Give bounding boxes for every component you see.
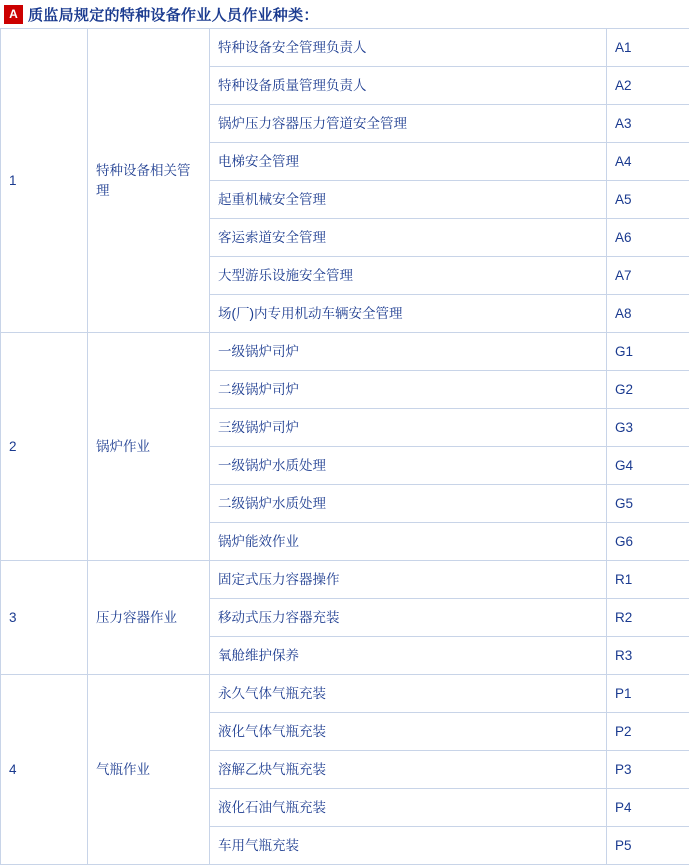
occupation-name-cell: 二级锅炉司炉 <box>210 371 607 409</box>
occupation-code-cell: A5 <box>607 181 689 219</box>
occupation-categories-table <box>0 28 689 865</box>
row-number-cell: 4 <box>1 675 88 865</box>
occupation-code-cell: A6 <box>607 219 689 257</box>
occupation-name-cell: 固定式压力容器操作 <box>210 561 607 599</box>
occupation-code-cell: G2 <box>607 371 689 409</box>
occupation-code-cell: A2 <box>607 67 689 105</box>
occupation-code-cell: G3 <box>607 409 689 447</box>
occupation-code-cell: A1 <box>607 29 689 67</box>
occupation-name-cell: 二级锅炉水质处理 <box>210 485 607 523</box>
category-cell: 锅炉作业 <box>88 333 210 561</box>
occupation-code-cell: P5 <box>607 827 689 865</box>
occupation-code-cell: P2 <box>607 713 689 751</box>
occupation-name-cell: 永久气体气瓶充装 <box>210 675 607 713</box>
section-badge-icon: A <box>4 5 23 24</box>
occupation-name-cell: 客运索道安全管理 <box>210 219 607 257</box>
page-header <box>0 0 689 28</box>
occupation-code-cell: G5 <box>607 485 689 523</box>
occupation-name-cell: 车用气瓶充装 <box>210 827 607 865</box>
category-cell: 特种设备相关管理 <box>88 29 210 333</box>
table-row <box>1 29 689 67</box>
category-cell: 压力容器作业 <box>88 561 210 675</box>
occupation-name-cell: 移动式压力容器充装 <box>210 599 607 637</box>
occupation-code-cell: A4 <box>607 143 689 181</box>
occupation-name-cell: 场(厂)内专用机动车辆安全管理 <box>210 295 607 333</box>
occupation-code-cell: P4 <box>607 789 689 827</box>
occupation-code-cell: A3 <box>607 105 689 143</box>
occupation-name-cell: 大型游乐设施安全管理 <box>210 257 607 295</box>
occupation-code-cell: A7 <box>607 257 689 295</box>
occupation-name-cell: 三级锅炉司炉 <box>210 409 607 447</box>
occupation-code-cell: G6 <box>607 523 689 561</box>
occupation-code-cell: P3 <box>607 751 689 789</box>
page-title: 质监局规定的特种设备作业人员作业种类： <box>28 4 319 25</box>
occupation-code-cell: R2 <box>607 599 689 637</box>
occupation-name-cell: 溶解乙炔气瓶充装 <box>210 751 607 789</box>
table-row <box>1 333 689 371</box>
occupation-name-cell: 液化气体气瓶充装 <box>210 713 607 751</box>
occupation-name-cell: 一级锅炉司炉 <box>210 333 607 371</box>
table-row <box>1 561 689 599</box>
row-number-cell: 2 <box>1 333 88 561</box>
occupation-code-cell: R3 <box>607 637 689 675</box>
occupation-name-cell: 特种设备质量管理负责人 <box>210 67 607 105</box>
occupation-code-cell: R1 <box>607 561 689 599</box>
occupation-name-cell: 氧舱维护保养 <box>210 637 607 675</box>
occupation-code-cell: G1 <box>607 333 689 371</box>
occupation-code-cell: A8 <box>607 295 689 333</box>
occupation-name-cell: 锅炉压力容器压力管道安全管理 <box>210 105 607 143</box>
occupation-code-cell: P1 <box>607 675 689 713</box>
category-cell: 气瓶作业 <box>88 675 210 865</box>
table-row <box>1 675 689 713</box>
occupation-name-cell: 锅炉能效作业 <box>210 523 607 561</box>
table-body <box>1 29 689 865</box>
occupation-name-cell: 电梯安全管理 <box>210 143 607 181</box>
occupation-name-cell: 起重机械安全管理 <box>210 181 607 219</box>
occupation-name-cell: 一级锅炉水质处理 <box>210 447 607 485</box>
occupation-name-cell: 液化石油气瓶充装 <box>210 789 607 827</box>
row-number-cell: 1 <box>1 29 88 333</box>
occupation-code-cell: G4 <box>607 447 689 485</box>
occupation-name-cell: 特种设备安全管理负责人 <box>210 29 607 67</box>
row-number-cell: 3 <box>1 561 88 675</box>
